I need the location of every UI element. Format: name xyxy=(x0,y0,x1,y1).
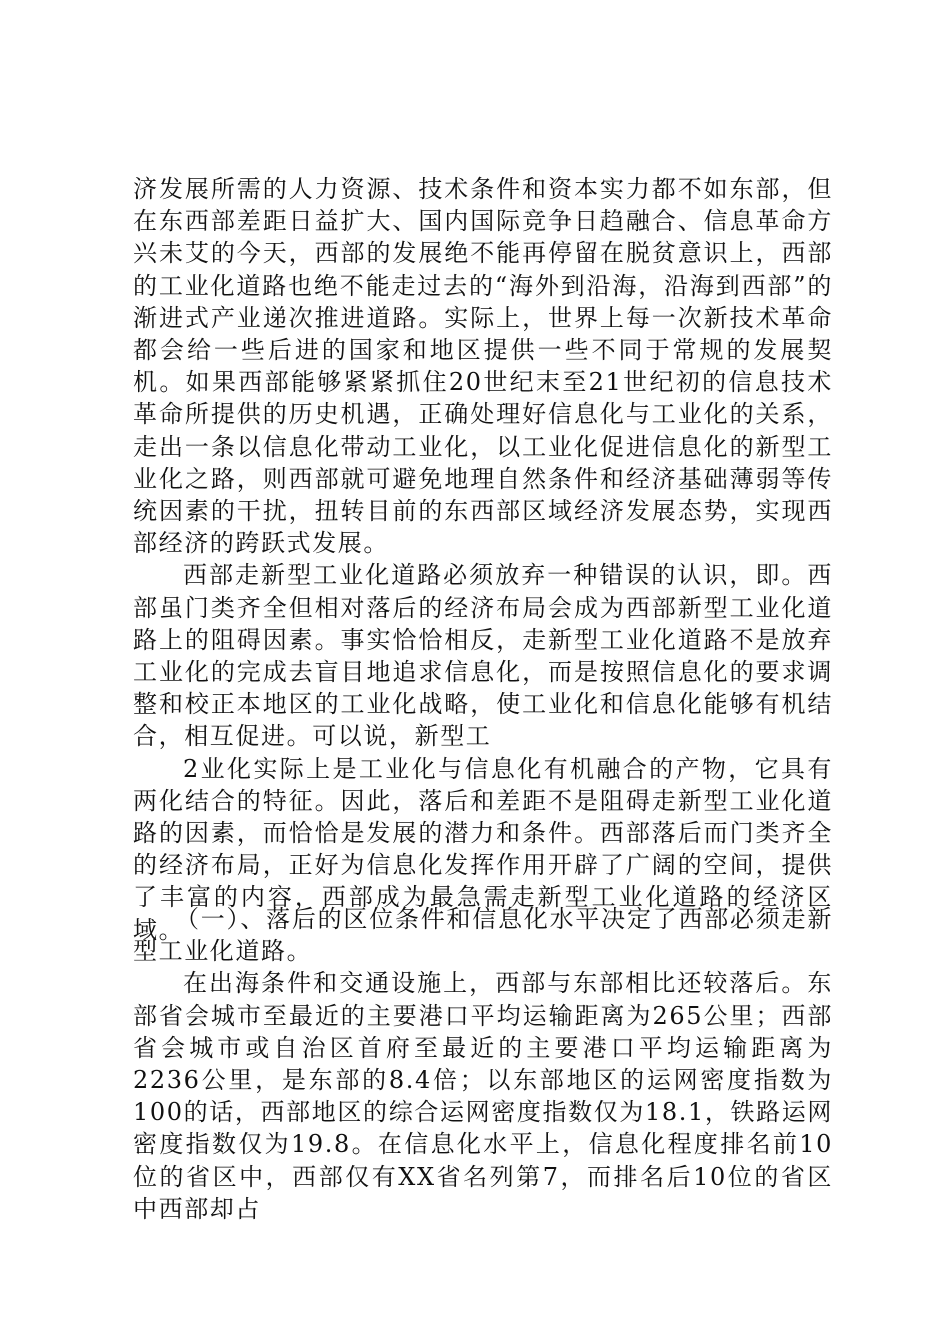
paragraph-3: 2业化实际上是工业化与信息化有机融合的产物，它具有两化结合的特征。因此，落后和差距不是阻碍走新型工业化道路的因素，而恰恰是发展的潜力和条件。西部落后而门类齐全的经济布局，正好为信息化发挥作用开辟了广阔的空间，提供了丰富的内容，西部成为最急需走新型工业化道路的经济区域。 xyxy=(133,754,833,944)
paragraph-4: 在出海条件和交通设施上，西部与东部相比还较落后。东部省会城市至最近的主要港口平均运输距离为265公里；西部省会城市或自治区首府至最近的主要港口平均运输距离为2236公里，是东部的8.4倍；以东部地区的运网密度指数为100的话，西部地区的综合运网密度指数仅为18.1，铁路运网密度指数仅为19.8。在信息化水平上，信息化程度排名前10位的省区中，西部仅有XX省名列第7，而排名后10位的省区中西部却占 xyxy=(133,969,833,1223)
section-heading: （一）、落后的区位条件和信息化水平决定了西部必须走新型工业化道路。 xyxy=(133,905,833,966)
body-text-upper xyxy=(133,173,833,946)
body-text-lower xyxy=(133,903,833,1225)
paragraph-2: 西部走新型工业化道路必须放弃一种错误的认识，即。西部虽门类齐全但相对落后的经济布局会成为西部新型工业化道路上的阻碍因素。事实恰恰相反，走新型工业化道路不是放弃工业化的完成去盲目地追求信息化，而是按照信息化的要求调整和校正本地区的工业化战略，使工业化和信息化能够有机结合，相互促进。可以说，新型工 xyxy=(133,561,833,751)
paragraph-1: 济发展所需的人力资源、技术条件和资本实力都不如东部，但在东西部差距日益扩大、国内国际竞争日趋融合、信息革命方兴未艾的今天，西部的发展绝不能再停留在脱贫意识上，西部的工业化道路也绝不能走过去的“海外到沿海，沿海到西部”的渐进式产业递次推进道路。实际上，世界上每一次新技术革命都会给一些后进的国家和地区提供一些不同于常规的发展契机。如果西部能够紧紧抓住20世纪末至21世纪初的信息技术革命所提供的历史机遇，正确处理好信息化与工业化的关系，走出一条以信息化带动工业化，以工业化促进信息化的新型工业化之路，则西部就可避免地理自然条件和经济基础薄弱等传统因素的干扰，扭转目前的东西部区域经济发展态势，实现西部经济的跨跃式发展。 xyxy=(133,175,833,558)
